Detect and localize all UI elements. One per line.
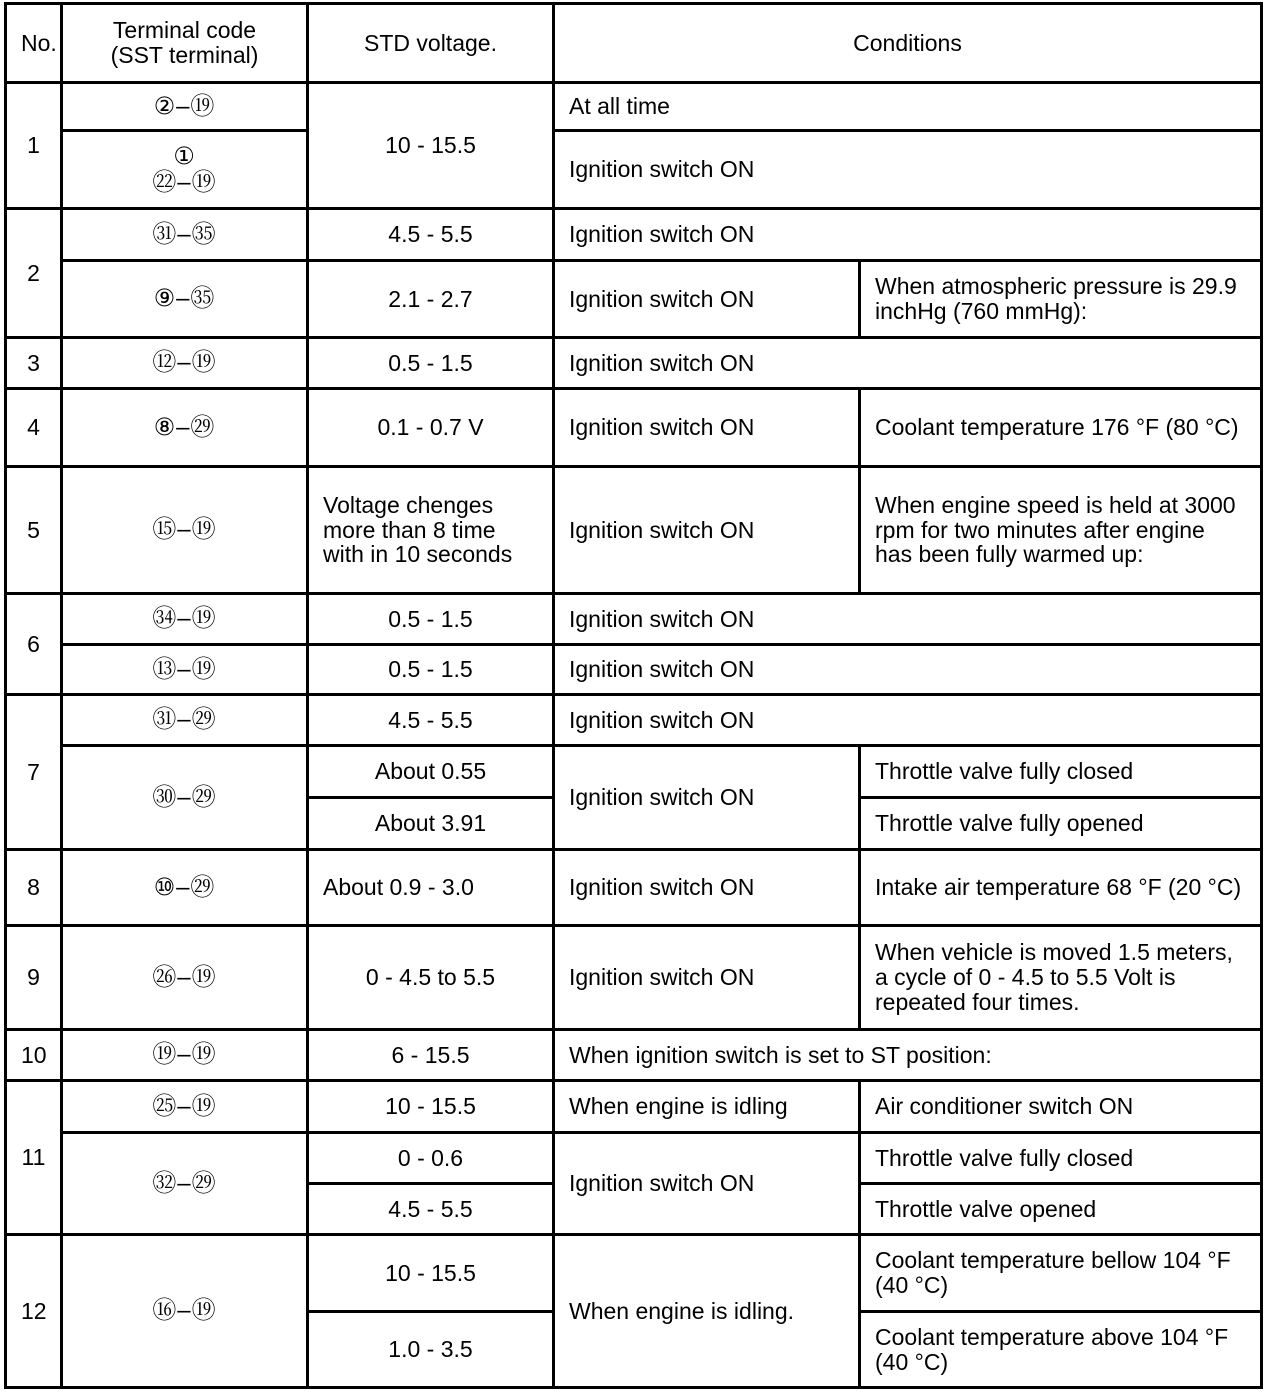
condition: When ignition switch is set to ST position: bbox=[554, 1030, 1262, 1081]
terminal-code-top: ① bbox=[173, 142, 196, 170]
row-number: 11 bbox=[6, 1081, 62, 1235]
condition: Ignition switch ON bbox=[554, 261, 860, 338]
condition: Ignition switch ON bbox=[554, 1133, 860, 1235]
row-number: 10 bbox=[6, 1030, 62, 1081]
terminal-code: ⑯–⑲ bbox=[62, 1235, 308, 1388]
table-row bbox=[6, 83, 1262, 131]
std-voltage: Voltage chenges more than 8 time with in 10 seconds bbox=[308, 467, 554, 594]
condition-note: Throttle valve opened bbox=[860, 1184, 1262, 1235]
row-number: 8 bbox=[6, 850, 62, 926]
std-voltage: 1.0 - 3.5 bbox=[308, 1312, 554, 1388]
table-row bbox=[6, 338, 1262, 389]
condition-note: When atmospheric pressure is 29.9 inchHg (760 mmHg): bbox=[860, 261, 1262, 338]
std-voltage: 4.5 - 5.5 bbox=[308, 1184, 554, 1235]
condition-note: Throttle valve fully closed bbox=[860, 1133, 1262, 1184]
table-row bbox=[6, 645, 1262, 695]
std-voltage: 10 - 15.5 bbox=[308, 83, 554, 209]
condition-note: Coolant temperature 176 °F (80 °C) bbox=[860, 389, 1262, 467]
table-row bbox=[6, 261, 1262, 338]
condition-note: Intake air temperature 68 °F (20 °C) bbox=[860, 850, 1262, 926]
condition: Ignition switch ON bbox=[554, 926, 860, 1030]
voltage-spec-table bbox=[4, 2, 1263, 1389]
condition-note: Air conditioner switch ON bbox=[860, 1081, 1262, 1133]
table-row bbox=[6, 467, 1262, 594]
terminal-code: ㉛–㉙ bbox=[62, 695, 308, 746]
table-row bbox=[6, 389, 1262, 467]
condition: Ignition switch ON bbox=[554, 467, 860, 594]
terminal-code: ㉛–㉟ bbox=[62, 209, 308, 261]
terminal-code: ㉜–㉙ bbox=[62, 1133, 308, 1235]
table-row bbox=[6, 131, 1262, 209]
std-voltage: 4.5 - 5.5 bbox=[308, 209, 554, 261]
header-terminal-line1: Terminal code bbox=[112, 17, 257, 44]
terminal-code: ㉕–⑲ bbox=[62, 1081, 308, 1133]
terminal-code: ⑩–㉙ bbox=[62, 850, 308, 926]
condition: At all time bbox=[554, 83, 1262, 131]
table-row bbox=[6, 850, 1262, 926]
terminal-code: ⑬–⑲ bbox=[62, 645, 308, 695]
row-number: 2 bbox=[6, 209, 62, 338]
terminal-code-bottom: ㉒–⑲ bbox=[152, 168, 217, 196]
table-row bbox=[6, 1235, 1262, 1312]
std-voltage: 6 - 15.5 bbox=[308, 1030, 554, 1081]
condition-note: When vehicle is moved 1.5 meters, a cycle of 0 - 4.5 to 5.5 Volt is repeated four times. bbox=[860, 926, 1262, 1030]
condition: Ignition switch ON bbox=[554, 746, 860, 850]
row-number: 6 bbox=[6, 594, 62, 695]
condition: Ignition switch ON bbox=[554, 131, 1262, 209]
row-number: 7 bbox=[6, 695, 62, 850]
table-row bbox=[6, 594, 1262, 645]
table-row bbox=[6, 1081, 1262, 1133]
std-voltage: 0 - 4.5 to 5.5 bbox=[308, 926, 554, 1030]
header-conditions: Conditions bbox=[554, 4, 1262, 83]
condition-note: Coolant temperature above 104 °F (40 °C) bbox=[860, 1312, 1262, 1388]
terminal-code: ⑧–㉙ bbox=[62, 389, 308, 467]
row-number: 5 bbox=[6, 467, 62, 594]
row-number: 12 bbox=[6, 1235, 62, 1388]
row-number: 4 bbox=[6, 389, 62, 467]
std-voltage: 0.5 - 1.5 bbox=[308, 645, 554, 695]
table-row bbox=[6, 1133, 1262, 1184]
terminal-code: ⑫–⑲ bbox=[62, 338, 308, 389]
terminal-code: ⑨–㉟ bbox=[62, 261, 308, 338]
std-voltage: 0.1 - 0.7 V bbox=[308, 389, 554, 467]
header-terminal-code bbox=[62, 4, 308, 83]
std-voltage: About 3.91 bbox=[308, 798, 554, 850]
condition: Ignition switch ON bbox=[554, 695, 1262, 746]
condition: Ignition switch ON bbox=[554, 338, 1262, 389]
condition-note: Throttle valve fully opened bbox=[860, 798, 1262, 850]
condition-note: Coolant temperature bellow 104 °F (40 °C) bbox=[860, 1235, 1262, 1312]
std-voltage: 4.5 - 5.5 bbox=[308, 695, 554, 746]
terminal-code: ㉚–㉙ bbox=[62, 746, 308, 850]
table-row bbox=[6, 695, 1262, 746]
terminal-code: ㉞–⑲ bbox=[62, 594, 308, 645]
std-voltage: 10 - 15.5 bbox=[308, 1081, 554, 1133]
terminal-code bbox=[62, 131, 308, 209]
header-terminal-line2: (SST terminal) bbox=[110, 42, 259, 68]
row-number: 3 bbox=[6, 338, 62, 389]
table-row bbox=[6, 746, 1262, 798]
row-number: 9 bbox=[6, 926, 62, 1030]
std-voltage: 10 - 15.5 bbox=[308, 1235, 554, 1312]
header-std-voltage: STD voltage. bbox=[308, 4, 554, 83]
condition: Ignition switch ON bbox=[554, 645, 1262, 695]
condition: Ignition switch ON bbox=[554, 594, 1262, 645]
condition: When engine is idling. bbox=[554, 1235, 860, 1388]
terminal-code: ②–⑲ bbox=[62, 83, 308, 131]
table-row bbox=[6, 1030, 1262, 1081]
table-row bbox=[6, 926, 1262, 1030]
std-voltage: 0.5 - 1.5 bbox=[308, 594, 554, 645]
row-number: 1 bbox=[6, 83, 62, 209]
terminal-code: ㉖–⑲ bbox=[62, 926, 308, 1030]
std-voltage: 2.1 - 2.7 bbox=[308, 261, 554, 338]
condition-note: Throttle valve fully closed bbox=[860, 746, 1262, 798]
condition: Ignition switch ON bbox=[554, 850, 860, 926]
condition: When engine is idling bbox=[554, 1081, 860, 1133]
terminal-code: ⑮–⑲ bbox=[62, 467, 308, 594]
std-voltage: About 0.55 bbox=[308, 746, 554, 798]
header-no: No. bbox=[6, 4, 62, 83]
std-voltage: 0 - 0.6 bbox=[308, 1133, 554, 1184]
header-row bbox=[6, 4, 1262, 83]
terminal-code: ⑲–⑲ bbox=[62, 1030, 308, 1081]
condition-note: When engine speed is held at 3000 rpm for two minutes after engine has been fully warmed up: bbox=[860, 467, 1262, 594]
condition: Ignition switch ON bbox=[554, 209, 1262, 261]
table-row bbox=[6, 209, 1262, 261]
std-voltage: 0.5 - 1.5 bbox=[308, 338, 554, 389]
std-voltage: About 0.9 - 3.0 bbox=[308, 850, 554, 926]
condition: Ignition switch ON bbox=[554, 389, 860, 467]
